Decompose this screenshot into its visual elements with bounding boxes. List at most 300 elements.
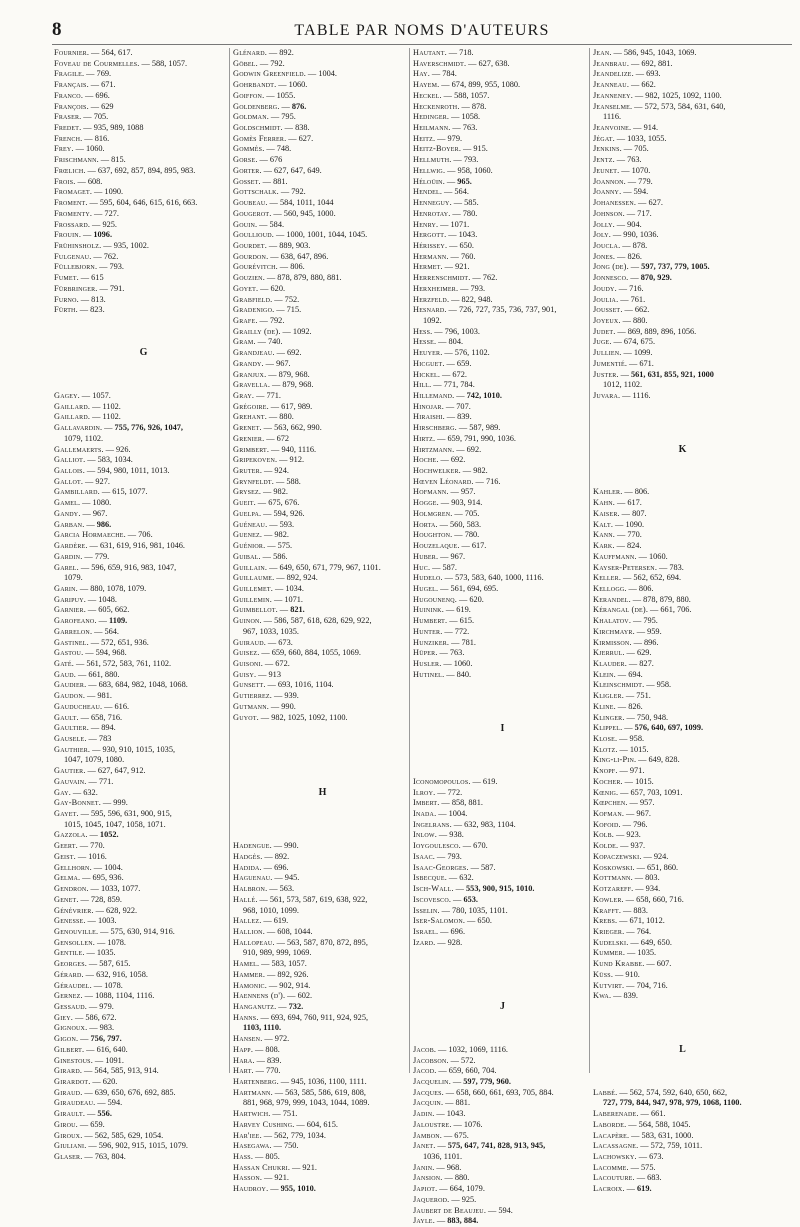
author-name: Goyet [233, 283, 256, 293]
index-entry [413, 370, 592, 381]
index-entry [54, 423, 233, 434]
entry-separator: . — [634, 551, 649, 561]
author-name: Fulgenau [54, 251, 90, 261]
entry-separator: . — [439, 187, 455, 197]
author-name: Géraudel [54, 980, 90, 990]
entry-separator: . — [99, 423, 115, 433]
author-name: Kotzareff [593, 884, 632, 894]
index-entry [413, 916, 592, 927]
author-name: Kauffmann [593, 551, 635, 561]
author-name: Guinon [233, 616, 260, 626]
author-name: Garrelon [54, 626, 90, 636]
page-references: 659, 660, 884, 1055, 1069. [271, 648, 361, 658]
page-references: 696. [450, 926, 466, 936]
author-name: Gilbert [54, 1044, 83, 1054]
index-entry [233, 1013, 412, 1024]
page-references: 1015. [629, 744, 649, 754]
entry-separator: . — [441, 401, 457, 411]
index-entry [54, 777, 233, 788]
author-name: Hill [413, 380, 430, 390]
index-entry [54, 648, 233, 659]
index-entry [593, 273, 772, 284]
author-name: Hartenberg [233, 1077, 277, 1086]
entry-separator: . — [445, 616, 460, 626]
author-name: Jacquin [413, 1098, 441, 1108]
page-references: 1048. [98, 594, 117, 604]
author-name: Janet [413, 1141, 434, 1151]
index-entry [54, 1045, 233, 1056]
entry-separator: . — [626, 273, 641, 283]
index-entry [233, 1173, 412, 1184]
index-entry [233, 273, 412, 284]
page-references: 796, 1003. [444, 326, 480, 336]
author-name: Hallopeau [233, 937, 273, 947]
author-name: Guisez [233, 648, 258, 658]
author-name: Hess [413, 326, 431, 336]
author-name: Kofoid [593, 819, 619, 829]
page-references: 921. [274, 1173, 289, 1183]
author-name: Jullien [593, 348, 620, 358]
author-name: Gaillard [54, 412, 88, 422]
entry-separator: . — [84, 680, 99, 690]
index-entry [233, 991, 412, 1002]
index-entry [413, 638, 592, 649]
index-entry [233, 1152, 412, 1163]
entry-separator: . — [89, 251, 104, 261]
author-name: Hamel [233, 959, 257, 969]
author-name: Gallemaerts [54, 444, 102, 454]
entry-separator: . — [260, 1034, 275, 1044]
author-name: Jones [593, 251, 613, 261]
entry-separator: . — [80, 991, 96, 1001]
index-column-2 [233, 48, 412, 1195]
entry-separator: . — [454, 594, 470, 604]
index-entry [593, 863, 772, 874]
page-references: 971. [629, 766, 645, 776]
entry-separator: . — [92, 937, 108, 947]
index-entry [593, 959, 772, 970]
author-name: Hinojar [413, 401, 442, 411]
entry-separator: . — [269, 1141, 284, 1151]
index-entry [413, 112, 592, 123]
entry-separator: . — [617, 165, 632, 175]
author-name: Fredet [54, 123, 80, 133]
entry-separator: . — [622, 1184, 638, 1194]
index-entry [593, 734, 772, 745]
page-references: 607. [656, 959, 672, 969]
page-references: 889, 903. [279, 240, 311, 250]
index-entry [54, 402, 233, 413]
page-references: 671. [639, 358, 654, 368]
author-name: Joanny [593, 187, 620, 197]
author-name: Hay [413, 69, 428, 79]
author-name: Gallot [54, 476, 81, 486]
index-column-4 [593, 48, 772, 1195]
page-references: 561, 631, 855, 921, 1000 [630, 369, 714, 379]
entry-separator: . — [79, 1066, 95, 1076]
index-entry [593, 906, 772, 917]
author-name: Kottmann [593, 873, 631, 883]
entry-separator: . — [442, 165, 458, 175]
page-references: 780, 1035, 1101. [452, 905, 508, 915]
entry-separator: . — [616, 294, 631, 304]
page-references: 717. [637, 208, 652, 218]
author-name: Haudroy [233, 1184, 267, 1194]
author-name: Kellogg [593, 583, 625, 593]
entry-separator: . — [264, 980, 280, 990]
index-entry [413, 1195, 592, 1206]
author-name: Hallé [233, 894, 256, 904]
page-references: 806. [290, 262, 305, 272]
entry-separator: . — [616, 369, 631, 379]
index-entry [233, 605, 412, 616]
index-entry [233, 552, 412, 563]
index-entry [413, 788, 592, 799]
author-name: Gessaud [54, 1001, 85, 1011]
index-entry [593, 359, 772, 370]
author-name: Kjerrul [593, 648, 623, 658]
page-references: 1102. [102, 412, 121, 422]
index-entry [54, 809, 233, 820]
page-references: 783 [98, 734, 112, 743]
author-name: Jeunet [593, 165, 618, 175]
entry-separator: . — [631, 884, 646, 894]
index-entry-continuation: 1012, 1102. [603, 380, 643, 390]
author-name: Grafe [233, 315, 256, 325]
index-entry-continuation: 1015, 1045, 1047, 1058, 1071. [64, 819, 166, 829]
entry-separator: . — [258, 508, 274, 518]
author-name: Jacques [413, 1087, 442, 1097]
page-references: 826. [628, 701, 643, 711]
page-references: 763. [449, 648, 465, 658]
entry-separator: . — [82, 1044, 97, 1054]
page-references: 896. [644, 637, 659, 647]
page-references: 670. [473, 841, 488, 851]
index-entry [413, 530, 592, 541]
index-entry [233, 327, 412, 338]
entry-separator: . — [436, 583, 451, 593]
author-name: Hüper [413, 648, 436, 658]
author-name: Kérangal (de) [593, 605, 646, 615]
author-name: Janin [413, 1162, 433, 1172]
author-name: Hirschberg [413, 423, 455, 433]
author-name: Kerandel [593, 594, 629, 604]
page-references: 824. [627, 541, 642, 551]
entry-separator: . — [71, 658, 87, 668]
index-entry [54, 284, 233, 295]
entry-separator: . — [616, 841, 631, 851]
page-references: 587, 615. [99, 959, 131, 969]
page-references: 575. [277, 541, 293, 551]
entry-separator: . — [618, 391, 633, 400]
page-references: 627. [298, 133, 314, 143]
index-entry [54, 1109, 233, 1120]
index-entry [413, 1173, 592, 1184]
index-entry [233, 541, 412, 552]
index-entry [233, 863, 412, 874]
index-entry [413, 402, 592, 413]
page-references: 957. [460, 487, 476, 497]
entry-separator: . — [645, 605, 661, 615]
author-name: Ioygoulesco [413, 841, 459, 851]
page-references: 675, 676. [268, 498, 300, 508]
entry-separator: . — [78, 508, 93, 518]
entry-separator: . — [89, 187, 105, 197]
entry-separator: . — [629, 123, 644, 133]
author-name: Gomès Ferrer [233, 133, 285, 143]
author-name: Frey [54, 144, 72, 154]
author-name: Gram [233, 337, 254, 347]
index-entry [413, 102, 592, 113]
entry-separator: . — [271, 476, 287, 486]
index-entry [233, 873, 412, 884]
entry-separator: . — [84, 1001, 100, 1011]
author-name: Franco [54, 90, 81, 100]
page-references: 921. [302, 1162, 317, 1172]
entry-separator: . — [632, 862, 647, 872]
entry-separator: . — [609, 337, 624, 347]
author-name: Kleinschmidt [593, 680, 643, 690]
entry-separator: . — [262, 433, 277, 443]
page-references: 1033, 1077. [100, 884, 141, 894]
entry-separator: . — [440, 1098, 456, 1108]
entry-separator: . — [255, 58, 271, 68]
index-entry [413, 198, 592, 209]
author-name: Kowler [593, 894, 622, 904]
author-name: Krafft [593, 905, 619, 915]
page-references: 671, 1012. [629, 916, 665, 926]
page-references: 751. [636, 691, 651, 701]
blank-line [593, 412, 772, 423]
index-entry [593, 305, 772, 316]
index-entry [413, 670, 592, 681]
author-name: Happ [233, 1044, 251, 1054]
entry-separator: . — [73, 669, 89, 679]
index-entry [413, 91, 592, 102]
index-entry [593, 59, 772, 70]
author-name: Hesnard [413, 305, 445, 315]
author-name: Gourdon [233, 251, 267, 261]
page-references: 924. [274, 466, 289, 476]
author-name: Jeanvoine [593, 123, 630, 133]
author-name: Hass [233, 1152, 251, 1162]
page-references: 779. [638, 176, 653, 186]
page-references: 649, 650, 671, 779, 967, 1101. [279, 562, 381, 572]
entry-separator: . — [85, 541, 100, 551]
index-entry [233, 1141, 412, 1152]
author-name: Kolb [593, 830, 612, 840]
author-name: Gosset [233, 176, 259, 186]
page-references: 587. [442, 562, 457, 572]
index-entry [233, 841, 412, 852]
entry-separator: . — [83, 766, 98, 776]
entry-separator: . — [87, 219, 103, 229]
page-references: 770. [265, 1066, 281, 1076]
page-references: 815. [111, 155, 126, 165]
page-references: 705. [93, 112, 109, 122]
page-references: 657, 703, 1091. [630, 787, 683, 797]
index-entry [413, 1141, 592, 1152]
page-references: 808. [265, 1044, 280, 1054]
page-references: 586, 587, 618, 628, 629, 922, [274, 616, 372, 626]
page-references: 594. [107, 1098, 123, 1108]
author-name: Hartmann [233, 1087, 271, 1097]
author-name: Français [54, 80, 87, 90]
entry-separator: . — [270, 873, 285, 883]
author-name: Herzfeld [413, 294, 447, 304]
page-references: 1003. [97, 916, 117, 926]
author-name: Ginestous [54, 1055, 91, 1065]
index-entry [233, 102, 412, 113]
index-entry [413, 1088, 592, 1099]
author-name: Guiraud [233, 637, 264, 647]
page-references: 696. [274, 862, 289, 872]
author-name: Guénior [233, 541, 264, 551]
page-references: 693, 1016, 1104. [277, 680, 334, 690]
entry-separator: . — [446, 251, 461, 261]
page-references: 982. [473, 466, 488, 476]
author-name: Fragile [54, 69, 83, 79]
author-name: Kummer [593, 948, 623, 958]
entry-separator: . — [266, 701, 282, 711]
page-references: 693, 694, 760, 911, 924, 925, [270, 1012, 369, 1022]
author-name: Gradenigo [233, 305, 273, 315]
entry-separator: . — [80, 551, 95, 561]
page-references: 728, 859. [90, 894, 122, 904]
page-references: 659. [456, 358, 472, 368]
blank-line [54, 370, 233, 381]
author-name: Jadin [413, 1109, 433, 1119]
author-name: Gardère [54, 541, 86, 551]
page-references: 658, 660, 716. [636, 894, 684, 904]
entry-separator: . — [75, 583, 91, 593]
index-entry [233, 434, 412, 445]
entry-separator: . — [259, 916, 274, 926]
entry-separator: . — [615, 1087, 630, 1097]
page-references: 1096. [93, 230, 113, 240]
entry-separator: . — [446, 112, 462, 122]
index-entry [233, 563, 412, 574]
author-name: Garipuy [54, 594, 84, 604]
entry-separator: . — [615, 766, 630, 776]
entry-separator: . — [441, 605, 457, 615]
entry-separator: . — [80, 476, 96, 486]
page-references: 823. [90, 305, 105, 315]
author-name: Joannon [593, 176, 624, 186]
index-entry [54, 80, 233, 91]
author-name: Hergott [413, 230, 445, 240]
page-references: 659, 660, 704. [448, 1066, 497, 1076]
index-entry [233, 1066, 412, 1077]
page-references: 878, 879, 880, 881. [277, 273, 342, 283]
author-name: Klein [593, 669, 614, 679]
entry-separator: . — [442, 669, 457, 679]
entry-separator: . — [615, 916, 630, 926]
page-references: 562, 652, 694. [633, 573, 682, 583]
entry-separator: . — [613, 669, 629, 679]
author-name: Gripekoven [233, 455, 275, 465]
index-entry [593, 1131, 772, 1142]
page-references: 727. [104, 208, 119, 218]
blank-line [413, 745, 592, 756]
page-references: 616, 640. [96, 1044, 128, 1054]
entry-separator: . — [626, 937, 641, 947]
index-entry [413, 627, 592, 638]
page-references: 661. [650, 1109, 666, 1119]
author-name: Hochwelker [413, 466, 459, 476]
page-references: 967. [276, 358, 291, 368]
entry-separator: . — [98, 798, 114, 808]
author-name: Kahn [593, 498, 613, 508]
author-name: Hadengue [233, 841, 270, 851]
entry-separator: . — [446, 1055, 462, 1065]
index-entry [593, 316, 772, 327]
entry-separator: . — [100, 701, 115, 711]
author-name: Giroux [54, 1130, 81, 1140]
index-entry [54, 981, 233, 992]
author-name: Jean [593, 48, 610, 57]
author-name: Hasson [233, 1173, 260, 1183]
author-name: Guyot [233, 712, 257, 722]
author-name: King-li-Pin [593, 755, 634, 765]
page-references: 1091. [105, 1055, 124, 1065]
page-references: 981. [97, 691, 112, 701]
entry-separator: . — [272, 937, 287, 947]
author-name: Gellhorn [54, 862, 90, 872]
index-entry [54, 1077, 233, 1088]
page-references: 631, 619, 916, 981, 1046. [99, 541, 185, 551]
page-references: 575, 630, 914, 916. [110, 926, 175, 936]
blank-line [233, 820, 412, 831]
author-name: Furno [54, 294, 77, 304]
author-name: Gautier [54, 766, 84, 776]
entry-separator: . — [255, 155, 270, 165]
entry-separator: . — [636, 1141, 651, 1151]
index-entry [593, 691, 772, 702]
author-name: Jacob [413, 1044, 434, 1054]
entry-separator: . — [632, 1173, 648, 1183]
blank-line [593, 1002, 772, 1013]
author-name: Hadida [233, 862, 260, 872]
page-references: 585. [464, 198, 479, 208]
entry-separator: . — [270, 583, 286, 593]
author-name: Hugel [413, 583, 436, 593]
index-entry [593, 627, 772, 638]
entry-separator: . — [272, 573, 287, 583]
author-name: Goullioud [233, 230, 272, 240]
page-references: 957. [639, 798, 655, 808]
page-references: 649, 650. [640, 937, 672, 947]
entry-separator: . — [264, 412, 280, 422]
index-entry [54, 670, 233, 681]
entry-separator: . — [280, 123, 296, 133]
author-name: Inada [413, 809, 435, 819]
author-name: Gommès [233, 144, 263, 154]
entry-separator: . — [444, 230, 459, 240]
index-entry [593, 563, 772, 574]
entry-separator: . — [76, 894, 91, 904]
page-references: 563, 587, 870, 872, 895, [287, 937, 368, 947]
author-name: Froment [54, 198, 86, 208]
page-references: 771. [266, 391, 281, 400]
page-references: 562, 574, 592, 640, 650, 662, [629, 1087, 728, 1097]
entry-separator: . — [80, 90, 96, 100]
page-references: 583, 1034. [97, 455, 133, 465]
index-entry [593, 230, 772, 241]
entry-separator: . — [89, 862, 105, 872]
author-name: Lacapère [593, 1130, 628, 1140]
page-references: 1043. [458, 230, 478, 240]
